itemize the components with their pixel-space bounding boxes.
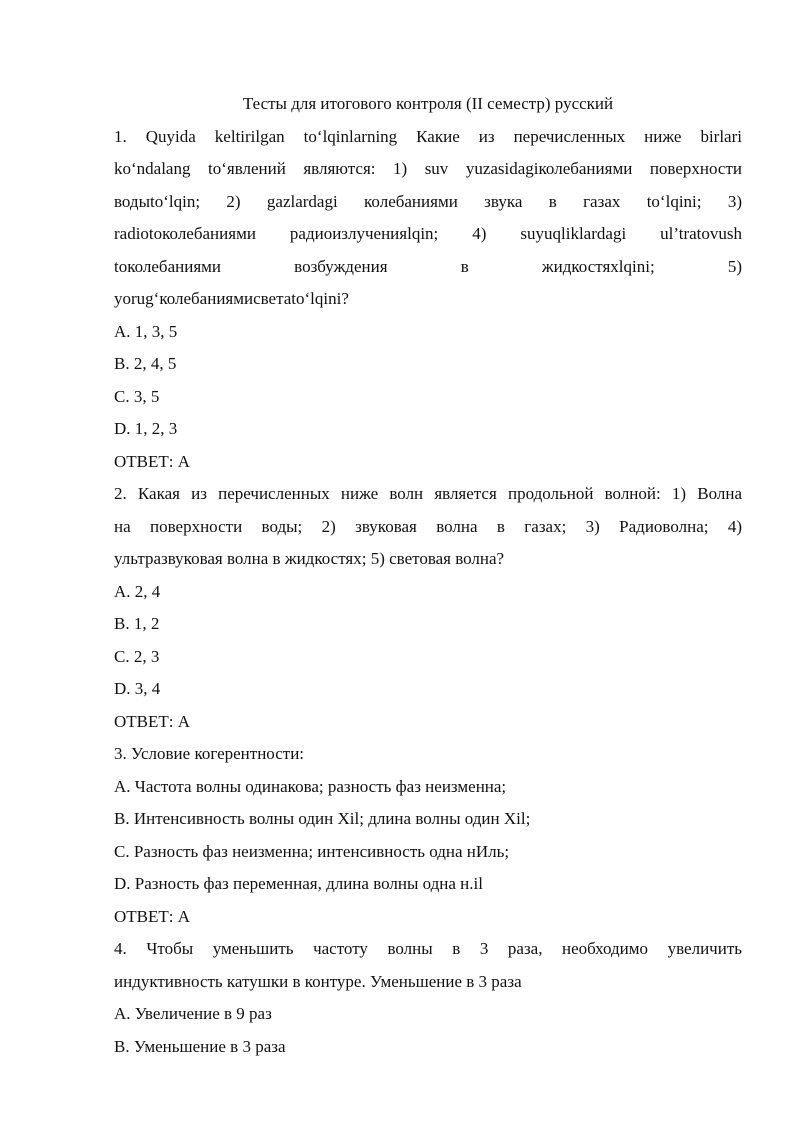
question-line: toколебаниями возбуждения в жидкостяхlqini; 5) — [114, 256, 742, 276]
question-line: 3. Условие когерентности: — [114, 744, 305, 763]
question-1 — [114, 121, 742, 479]
option-c: C. Разность фаз неизменна; интенсивность одна нИль; — [114, 841, 510, 861]
question-3 — [114, 738, 742, 933]
question-2 — [114, 478, 742, 738]
option-d: D. 1, 2, 3 — [114, 419, 178, 438]
answer-line: ОТВЕТ: А — [114, 711, 191, 731]
option-c: C. 3, 5 — [114, 386, 160, 406]
question-line: ультразвуковая волна в жидкостях; 5) световая волна? — [114, 549, 505, 568]
question-line: 2. Какая из перечисленных ниже волн является продольной волной: 1) Волна — [114, 484, 742, 503]
option-a: A. Увеличение в 9 раз — [114, 1004, 272, 1023]
option-b: B. 2, 4, 5 — [114, 354, 177, 373]
question-line: ko‘ndalang to‘явлений являются: 1) suv yuzasidagiколебаниями поверхности — [114, 159, 742, 178]
option-d: D. 3, 4 — [114, 679, 161, 698]
option-b: B. Уменьшение в 3 раза — [114, 1036, 286, 1056]
page-title: Тесты для итогового контроля (II семестр) русский — [242, 94, 614, 113]
option-d: D. Разность фаз переменная, длина волны одна н.il — [114, 874, 483, 893]
option-b: B. Интенсивность волны один Xil; длина волны один Xil; — [114, 809, 531, 828]
question-line: radiotoколебаниями радиоизлученияlqin; 4) suyuqliklardagi ul’tratovush — [114, 224, 742, 243]
question-line: 4. Чтобы уменьшить частоту волны в 3 раза, необходимо увеличить — [114, 939, 742, 958]
answer-line: ОТВЕТ: А — [114, 451, 191, 471]
option-a: A. 1, 3, 5 — [114, 321, 178, 341]
option-c: C. 2, 3 — [114, 646, 160, 666]
question-line: водыto‘lqin; 2) gazlardagi колебаниями звука в газах to‘lqini; 3) — [114, 191, 742, 211]
option-a: A. 2, 4 — [114, 581, 161, 601]
question-line: yorug‘колебаниямисветаto‘lqini? — [114, 289, 349, 308]
answer-line: ОТВЕТ: А — [114, 906, 191, 926]
question-line: индуктивность катушки в контуре. Уменьшение в 3 раза — [114, 971, 522, 991]
question-4 — [114, 933, 742, 1063]
question-line: 1. Quyida keltirilgan to‘lqinlarning Какие из перечисленных ниже birlari — [114, 126, 742, 146]
option-b: B. 1, 2 — [114, 614, 160, 633]
option-a: A. Частота волны одинакова; разность фаз неизменна; — [114, 776, 507, 796]
question-line: на поверхности воды; 2) звуковая волна в газах; 3) Радиоволна; 4) — [114, 516, 742, 536]
document-page — [114, 88, 742, 1063]
